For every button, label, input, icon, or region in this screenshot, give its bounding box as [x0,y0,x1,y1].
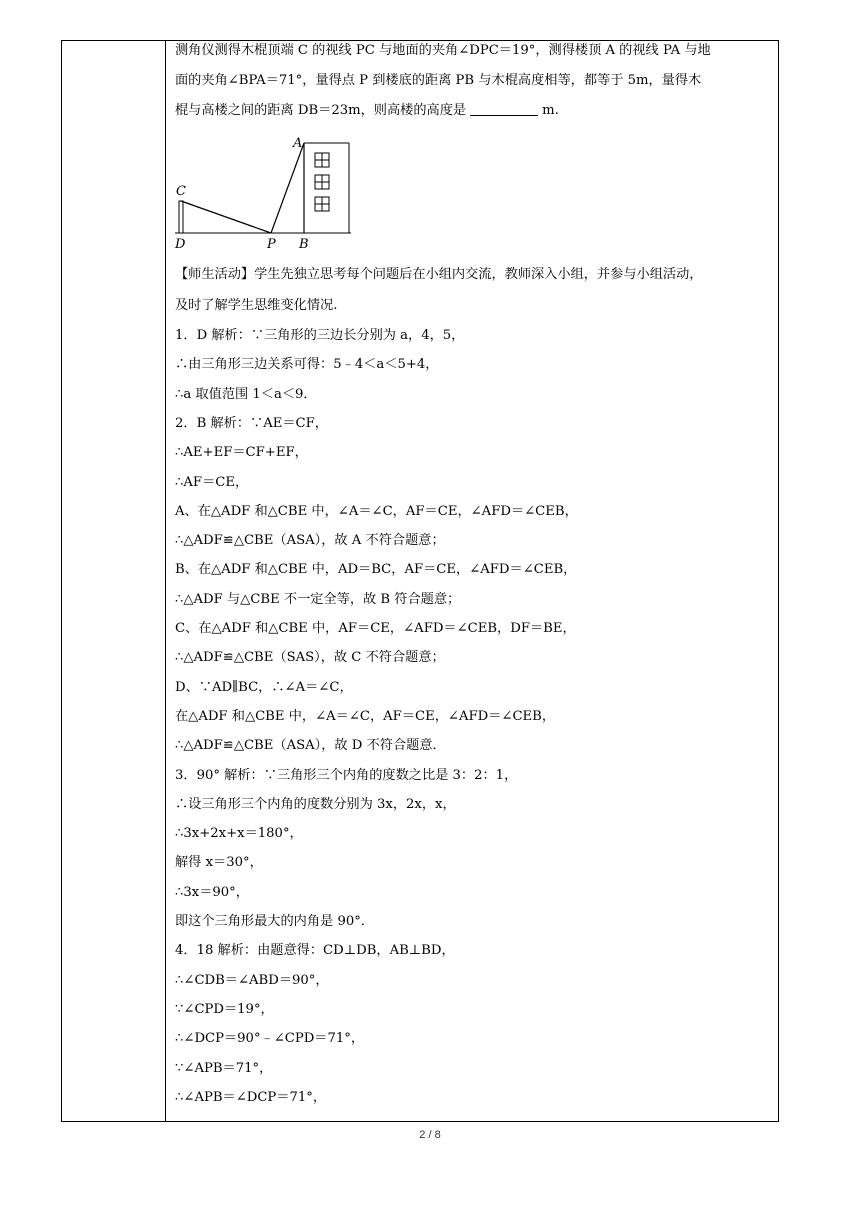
problem-line-3-text: 棍与高楼之间的距离 DB＝23m，则高楼的高度是 [175,103,467,118]
problem-line-1: 测角仪测得木棍顶端 C 的视线 PC 与地面的夹角∠DPC＝19°，测得楼顶 A 的视线 PA 与地 [175,43,711,58]
building-diagram [175,137,365,251]
solution-line: ∴∠APB＝∠DCP＝71°， [175,1089,327,1105]
sight-line-pc [181,201,271,233]
solution-line: ∴由三角形三边关系可得：5﹣4＜a＜5+4， [175,357,439,373]
label-a: A [293,137,303,151]
column-divider [165,41,166,1121]
label-p: P [267,237,276,251]
stick-cd [179,201,183,233]
solution-line: ∴AE+EF＝CF+EF， [175,445,308,461]
solution-line: ∴△ADF≌△CBE（SAS），故 C 不符合题意； [175,650,445,666]
activity-line-2: 及时了解学生思维变化情况. [175,298,338,313]
solution-line: B、在△ADF 和△CBE 中，AD＝BC，AF＝CE，∠AFD＝∠CEB， [175,562,577,578]
solution-line: 1．D 解析：∵三角形的三边长分别为 a，4，5， [175,328,465,343]
solution-line: 4．18 解析：由题意得：CD⊥DB，AB⊥BD， [175,943,455,959]
solution-line: D、∵AD∥BC，∴∠A＝∠C， [175,679,353,695]
solution-line: ∴∠DCP＝90°﹣∠CPD＝71°， [175,1031,365,1047]
solution-line: ∴a 取值范围 1＜a＜9． [175,386,317,402]
solution-line: ∵∠APB＝71°， [175,1060,273,1076]
solution-line: 解得 x＝30°， [175,855,263,871]
solution-line: ∴设三角形三个内角的度数分别为 3x，2x，x， [175,796,456,812]
building-windows [315,153,329,211]
problem-line-3-unit: m. [542,103,559,118]
solution-line: ∴3x+2x+x＝180°， [175,826,303,842]
solution-line: 3．90° 解析：∵三角形三个内角的度数之比是 3：2：1， [175,767,518,783]
solution-line: ∵∠CPD＝19°， [175,1001,274,1017]
label-d: D [175,237,186,251]
solution-line: ∴△ADF≌△CBE（ASA），故 D 不符合题意． [175,738,446,754]
solution-line: 2．B 解析：∵AE＝CF， [175,415,328,431]
answer-blank [470,103,538,116]
solution-line: C、在△ADF 和△CBE 中，AF＝CE，∠AFD＝∠CEB，DF＝BE， [175,621,576,636]
page-number: 2 / 8 [419,1129,441,1141]
problem-line-2: 面的夹角∠BPA＝71°，量得点 P 到楼底的距离 PB 与木棍高度相等，都等于 5m，量得木 [175,73,702,88]
solution-line: 在△ADF 和△CBE 中，∠A＝∠C，AF＝CE，∠AFD＝∠CEB， [175,708,556,724]
problem-line-3 [175,103,559,119]
lesson-table [61,40,779,1122]
solution-line: 即这个三角形最大的内角是 90°． [175,914,375,929]
solution-line: A、在△ADF 和△CBE 中，∠A＝∠C，AF＝CE，∠AFD＝∠CEB， [175,503,578,519]
solution-line: ∴3x＝90°， [175,884,249,900]
solution-line: ∴△ADF 与△CBE 不一定全等，故 B 符合题意； [175,591,461,607]
sight-line-pa [271,143,304,233]
solution-line: ∴∠CDB＝∠ABD＝90°， [175,972,329,988]
solution-line: ∴AF＝CE， [175,474,249,490]
label-c: C [176,184,186,199]
activity-line-1: 【师生活动】学生先独立思考每个问题后在小组内交流，教师深入小组，并参与小组活动， [175,267,703,282]
solution-line: ∴△ADF≌△CBE（ASA），故 A 不符合题意； [175,533,445,549]
label-b: B [299,237,309,251]
